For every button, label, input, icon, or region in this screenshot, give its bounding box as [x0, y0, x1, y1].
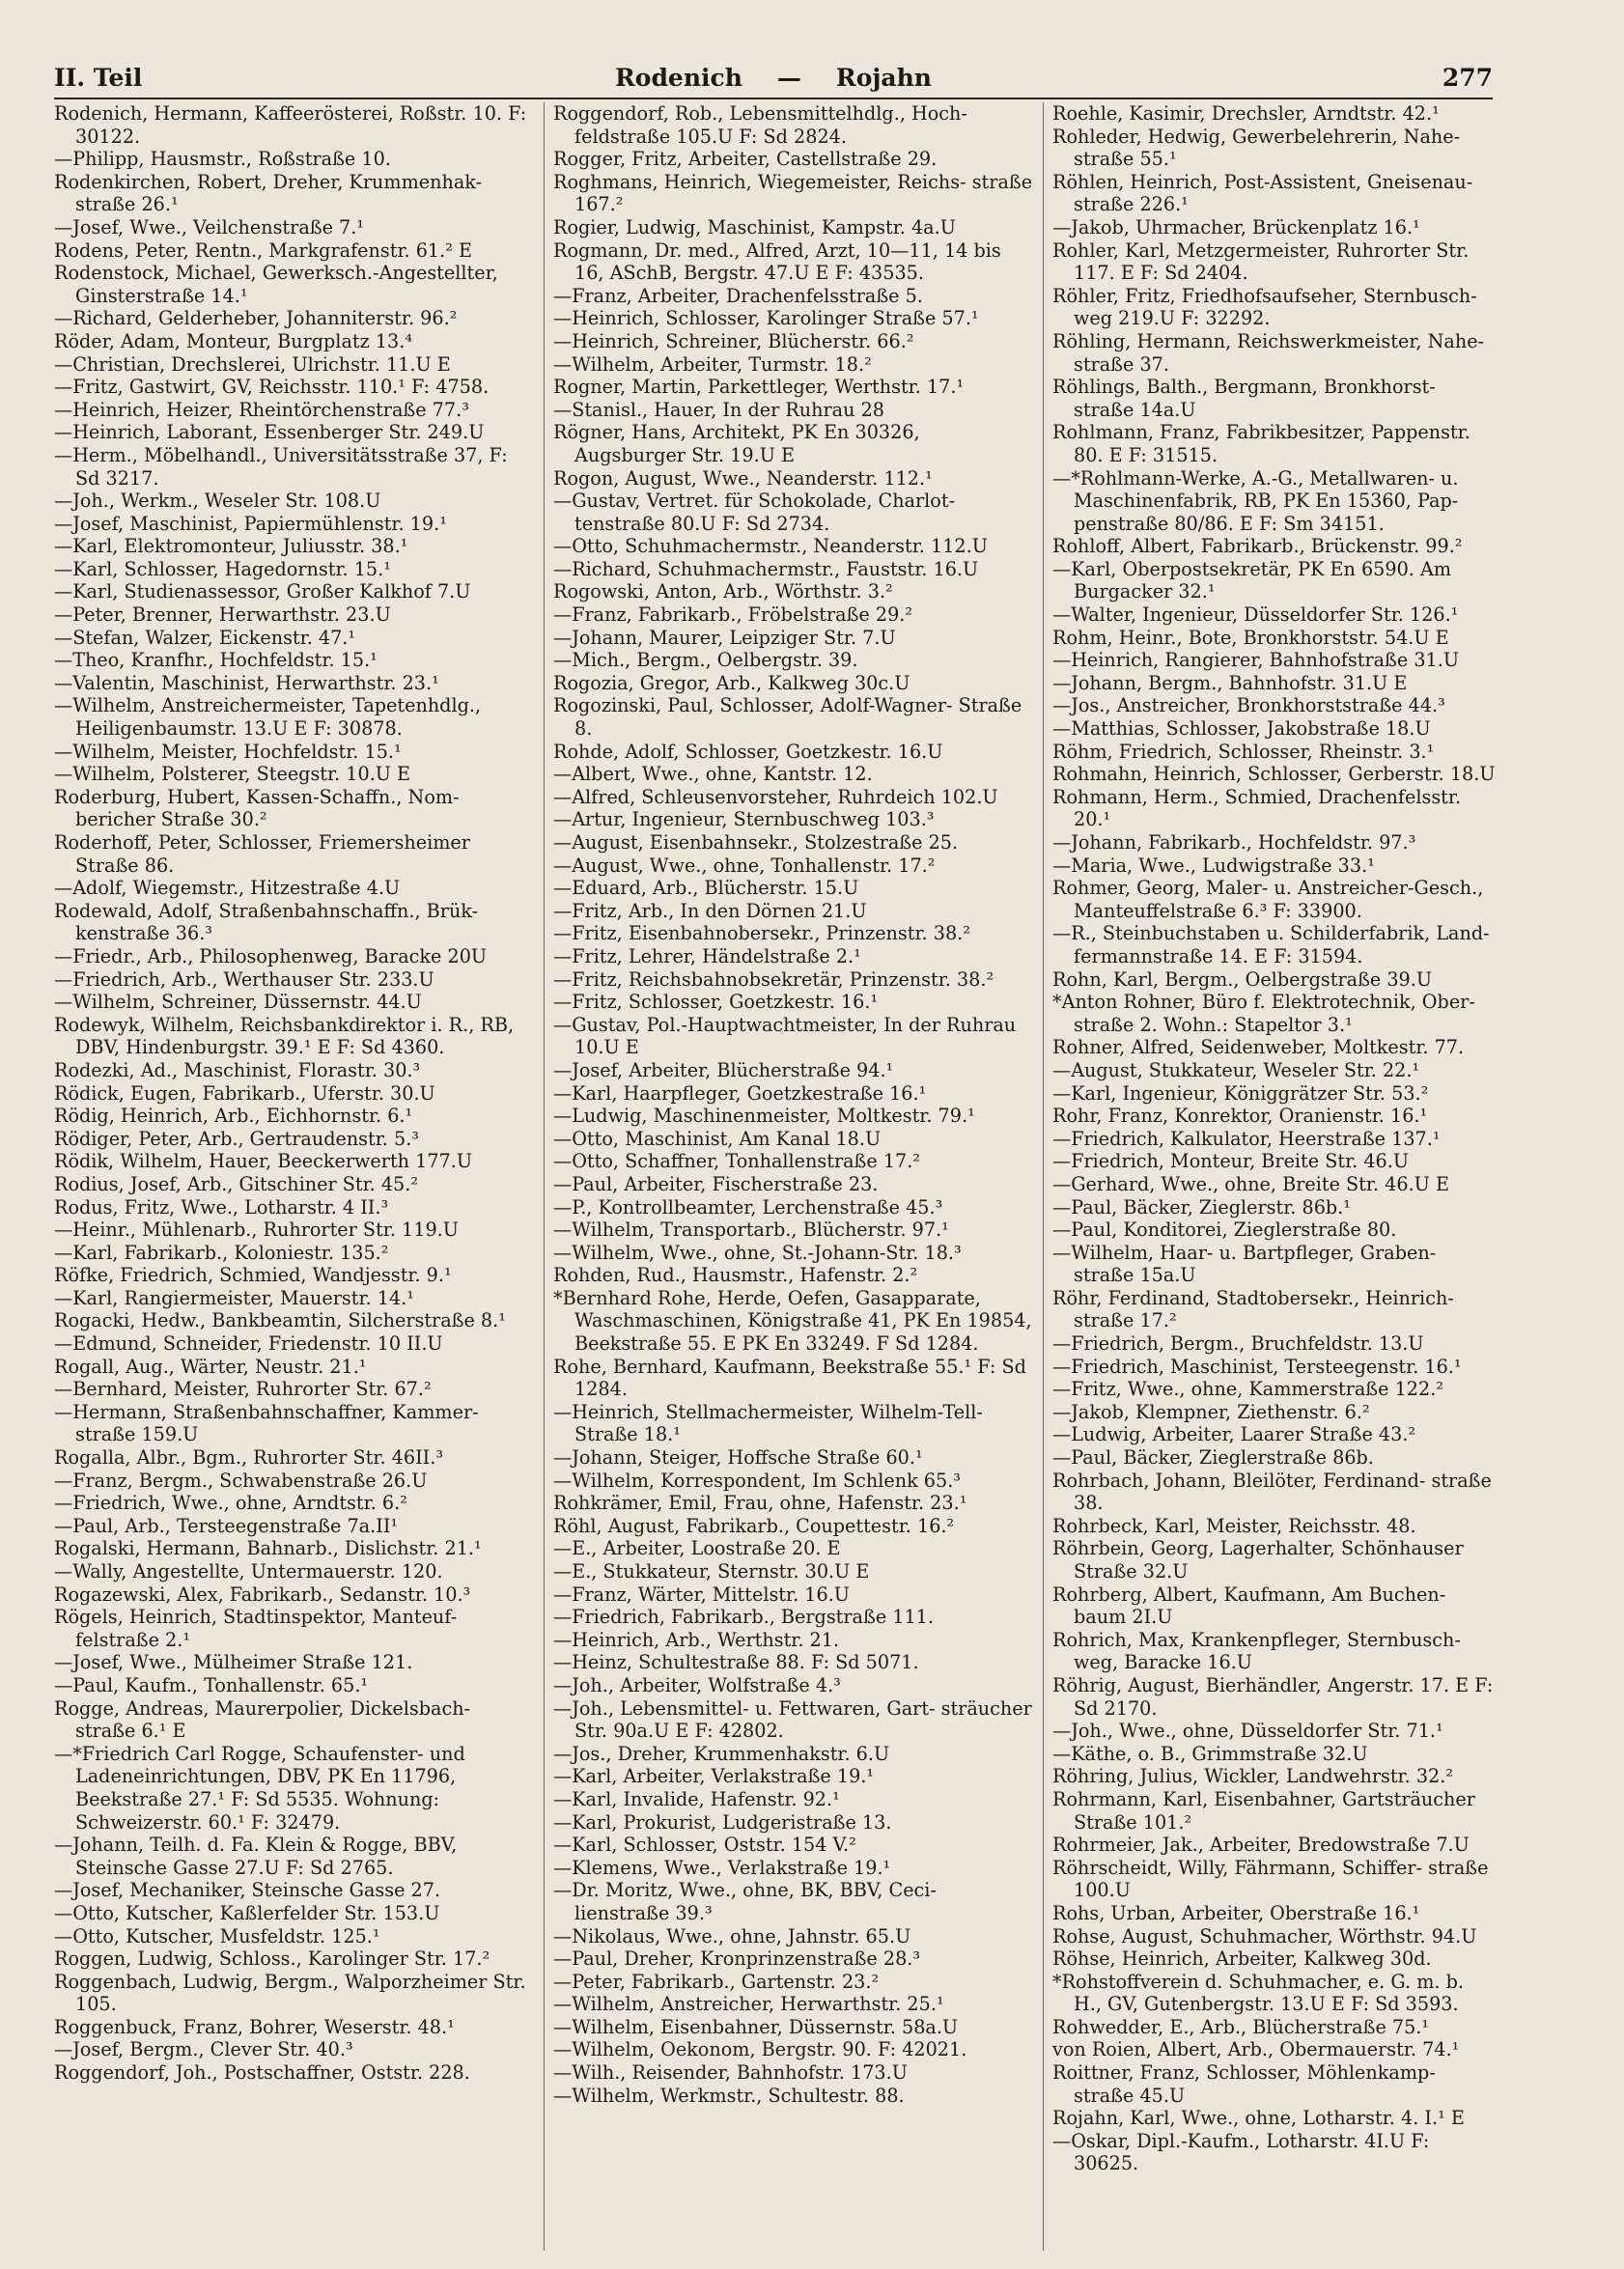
directory-entry: Roggendorf, Rob., Lebensmittelhdlg., Hoch- feldstraße 105.U F: Sd 2824.	[553, 102, 967, 148]
directory-entry: —Wilhelm, Werkmstr., Schultestr. 88.	[553, 2084, 905, 2107]
directory-entry: —Peter, Fabrikarb., Gartenstr. 23.²	[553, 1970, 880, 1993]
directory-entry: —Fritz, Wwe., ohne, Kammerstraße 122.²	[1052, 1378, 1443, 1401]
directory-entry: —Eduard, Arb., Blücherstr. 15.U	[553, 877, 859, 900]
directory-entry: Röhlings, Balth., Bergmann, Bronkhorst- straße 14a.U	[1052, 376, 1436, 421]
name-range	[54, 64, 1493, 92]
directory-entry: —Maria, Wwe., Ludwigstraße 33.¹	[1052, 854, 1375, 877]
range-end: Rojahn	[835, 64, 932, 92]
directory-entry: *Bernhard Rohe, Herde, Oefen, Gasapparate, Waschmaschinen, Königstraße 41, PK En 19854, Beekstraße 55. E PK En 33249. F Sd 1284.	[553, 1286, 1032, 1356]
directory-entry: Rogmann, Dr. med., Alfred, Arzt, 10—11, 14 bis 16, ASchB, Bergstr. 47.U E F: 43535.	[553, 238, 1001, 285]
directory-entry: —Johann, Steiger, Hoffsche Straße 60.¹	[553, 1446, 923, 1470]
directory-entry: Rohrbach, Johann, Bleilöter, Ferdinand- straße 38.	[1052, 1469, 1492, 1515]
directory-entry: Rödik, Wilhelm, Hauer, Beeckerwerth 177.U	[54, 1150, 473, 1173]
directory-entry: —R., Steinbuchstaben u. Schilderfabrik, Land- fermannstraße 14. E F: 31594.	[1052, 922, 1490, 967]
directory-entry: —Friedrich, Kalkulator, Heerstraße 137.¹	[1052, 1127, 1441, 1150]
directory-entry: Rohse, August, Schuhmacher, Wörthstr. 94.U	[1052, 1924, 1477, 1947]
directory-entry: Röhse, Heinrich, Arbeiter, Kalkweg 30d.	[1052, 1947, 1432, 1971]
directory-entry: —Otto, Kutscher, Kaßlerfelder Str. 153.U	[54, 1901, 440, 1924]
directory-entry: Rogge, Andreas, Maurerpolier, Dickelsbach- straße 6.¹ E	[54, 1696, 471, 1743]
directory-entry: —Friedrich, Fabrikarb., Bergstraße 111.	[553, 1606, 934, 1629]
directory-entry: —Wilhelm, Meister, Hochfeldstr. 15.¹	[54, 740, 402, 763]
directory-entry: —Dr. Moritz, Wwe., ohne, BK, BBV, Ceci- lienstraße 39.³	[553, 1879, 937, 1924]
directory-entry: —Johann, Teilh. d. Fa. Klein & Rogge, BBV, Steinsche Gasse 27.U F: Sd 2765.	[54, 1834, 458, 1879]
directory-entry: —Heinrich, Stellmachermeister, Wilhelm-Tell- Straße 18.¹	[553, 1400, 983, 1446]
directory-entry: —Käthe, o. B., Grimmstraße 32.U	[1052, 1742, 1368, 1765]
directory-entry: —Wilhelm, Anstreichermeister, Tapetenhdlg., Heiligenbaumstr. 13.U E F: 30878.	[54, 694, 482, 741]
directory-entry: —Johann, Maurer, Leipziger Str. 7.U	[553, 626, 896, 649]
directory-entry: —Fritz, Arb., In den Dörnen 21.U	[553, 899, 867, 922]
page-number: 277	[1442, 64, 1493, 92]
directory-entry: —Heinrich, Laborant, Essenberger Str. 249.U	[54, 421, 485, 444]
directory-entry: —E., Arbeiter, Loostraße 20. E	[553, 1537, 841, 1560]
directory-entry: Rohmann, Herm., Schmied, Drachenfelsstr. 20.¹	[1052, 785, 1462, 831]
directory-entry: —Klemens, Wwe., Verlakstraße 19.¹	[553, 1856, 891, 1879]
directory-entry: —Otto, Maschinist, Am Kanal 18.U	[553, 1127, 882, 1150]
directory-entry: Rogozia, Gregor, Arb., Kalkweg 30c.U	[553, 671, 910, 694]
directory-entry: —Theo, Kranfhr., Hochfeldstr. 15.¹	[54, 649, 378, 672]
directory-entry: —Karl, Ingenieur, Königgrätzer Str. 53.²	[1052, 1081, 1429, 1105]
directory-entry: Rohde, Adolf, Schlosser, Goetzkestr. 16.U	[553, 740, 943, 763]
directory-entry: —Heinr., Mühlenarb., Ruhrorter Str. 119.U	[54, 1219, 459, 1242]
directory-entry: Rohleder, Hedwig, Gewerbelehrerin, Nahe- straße 55.¹	[1052, 125, 1461, 171]
directory-entry: —Fritz, Lehrer, Händelstraße 2.¹	[553, 944, 861, 967]
part-label: II. Teil	[54, 64, 143, 92]
header-rule	[54, 98, 1493, 99]
directory-entry: Rogger, Fritz, Arbeiter, Castellstraße 29.	[553, 148, 938, 171]
directory-entry: —Josef, Mechaniker, Steinsche Gasse 27.	[54, 1879, 441, 1902]
directory-entry: Röhlen, Heinrich, Post-Assistent, Gneisenau- straße 226.¹	[1052, 170, 1473, 216]
directory-entry: —Otto, Kutscher, Musfeldstr. 125.¹	[54, 1924, 380, 1947]
directory-entry: Rögner, Hans, Architekt, PK En 30326, Augsburger Str. 19.U E	[553, 421, 920, 466]
directory-entry: —Karl, Fabrikarb., Koloniestr. 135.²	[54, 1241, 389, 1264]
directory-entry: —Gustav, Pol.-Hauptwachtmeister, In der Ruhrau 10.U E	[553, 1013, 1017, 1059]
directory-entry: —Gustav, Vertret. für Schokolade, Charlot- tenstraße 80.U F: Sd 2734.	[553, 490, 956, 535]
directory-entry: Rödig, Heinrich, Arb., Eichhornstr. 6.¹	[54, 1105, 413, 1128]
directory-entry: —August, Stukkateur, Weseler Str. 22.¹	[1052, 1058, 1420, 1081]
directory-entry: —Friedrich, Bergm., Bruchfeldstr. 13.U	[1052, 1332, 1424, 1356]
directory-entry: —Fritz, Schlosser, Goetzkestr. 16.¹	[553, 991, 879, 1014]
directory-entry: —Karl, Rangiermeister, Mauerstr. 14.¹	[54, 1286, 414, 1309]
directory-entry: Rogazewski, Alex, Fabrikarb., Sedanstr. 10.³	[54, 1583, 471, 1606]
directory-entry: Roehle, Kasimir, Drechsler, Arndtstr. 42.¹	[1052, 102, 1440, 125]
directory-entry: —Joh., Werkm., Weseler Str. 108.U	[54, 490, 381, 513]
directory-entry: —Edmund, Schneider, Friedenstr. 10 II.U	[54, 1332, 443, 1356]
directory-entry: —Friedrich, Arb., Werthauser Str. 233.U	[54, 967, 434, 991]
directory-entry: Rohrmeier, Jak., Arbeiter, Bredowstraße 7.U	[1052, 1834, 1470, 1857]
directory-entry: Roggenbuck, Franz, Bohrer, Weserstr. 48.¹	[54, 2015, 455, 2038]
directory-entry: Rodewyk, Wilhelm, Reichsbankdirektor i. R., RB, DBV, Hindenburgstr. 39.¹ E F: Sd 4360.	[54, 1013, 515, 1059]
directory-entry: Rodens, Peter, Rentn., Markgrafenstr. 61.² E	[54, 238, 473, 262]
directory-entry: —Karl, Oberpostsekretär, PK En 6590. Am Burgacker 32.¹	[1052, 557, 1452, 603]
directory-entry: —Jos., Anstreicher, Bronkhorststraße 44.³	[1052, 694, 1445, 717]
directory-entry: —Bernhard, Meister, Ruhrorter Str. 67.²	[54, 1378, 432, 1401]
directory-entry: Rohn, Karl, Bergm., Oelbergstraße 39.U	[1052, 967, 1433, 991]
directory-entry: Rodezki, Ad., Maschinist, Florastr. 30.³	[54, 1058, 421, 1081]
directory-entry: —Wilhelm, Schreiner, Düssernstr. 44.U	[54, 991, 422, 1014]
directory-entry: Rogozinski, Paul, Schlosser, Adolf-Wagner- Straße 8.	[553, 694, 1022, 741]
column-1	[54, 102, 535, 2251]
directory-entry: —Karl, Schlosser, Hagedornstr. 15.¹	[54, 557, 391, 580]
directory-entry: —Fritz, Eisenbahnobersekr., Prinzenstr. 38.²	[553, 922, 970, 945]
directory-entry: —*Friedrich Carl Rogge, Schaufenster- und Ladeneinrichtungen, DBV, PK En 11796, Beekstraße 27.¹ F: Sd 5535. Wohnung: Schweizerstr. 60.¹ F: 32479.	[54, 1742, 465, 1834]
range-dash: —	[776, 64, 801, 92]
directory-entry: —Heinrich, Heizer, Rheintörchenstraße 77.³	[54, 398, 469, 421]
directory-entry: —P., Kontrollbeamter, Lerchenstraße 45.³	[553, 1195, 943, 1219]
directory-entry: Rodenstock, Michael, Gewerksch.-Angestellter, Ginsterstraße 14.¹	[54, 262, 498, 307]
directory-entry: *Rohstoffverein d. Schuhmacher, e. G. m. b. H., GV, Gutenbergstr. 13.U E F: Sd 3593.	[1052, 1970, 1464, 2016]
directory-entry: —Valentin, Maschinist, Herwarthstr. 23.¹	[54, 671, 439, 694]
directory-entry: —Karl, Haarpfleger, Goetzkestraße 16.¹	[553, 1081, 927, 1105]
directory-entry: —Walter, Ingenieur, Düsseldorfer Str. 126.¹	[1052, 603, 1459, 627]
directory-entry: —Wilhelm, Oekonom, Bergstr. 90. F: 42021.	[553, 2038, 967, 2061]
directory-entry: Rohkrämer, Emil, Frau, ohne, Hafenstr. 23.¹	[553, 1492, 967, 1515]
directory-entry: —Josef, Bergm., Clever Str. 40.³	[54, 2038, 353, 2061]
directory-entry: Rodenkirchen, Robert, Dreher, Krummenhak- straße 26.¹	[54, 170, 483, 216]
directory-entry: Rogon, August, Wwe., Neanderstr. 112.¹	[553, 466, 933, 490]
directory-entry: —Wilhelm, Transportarb., Blücherstr. 97.¹	[553, 1219, 949, 1242]
directory-entry: —Adolf, Wiegemstr., Hitzestraße 4.U	[54, 877, 401, 900]
directory-entry: —Gerhard, Wwe., ohne, Breite Str. 46.U E	[1052, 1172, 1449, 1195]
directory-entry: Roderhoff, Peter, Schlosser, Friemersheimer Straße 86.	[54, 831, 470, 877]
directory-entry: —Paul, Dreher, Kronprinzenstraße 28.³	[553, 1947, 921, 1971]
directory-entry: —Karl, Elektromonteur, Juliusstr. 38.¹	[54, 535, 408, 558]
directory-entry: —Peter, Brenner, Herwarthstr. 23.U	[54, 603, 391, 627]
directory-entry: Rodenich, Hermann, Kaffeerösterei, Roßstr. 10. F: 30122.	[54, 102, 527, 148]
directory-entry: Rohmer, Georg, Maler- u. Anstreicher-Gesch., Manteuffelstraße 6.³ F: 33900.	[1052, 877, 1484, 922]
directory-entry: Roghmans, Heinrich, Wiegemeister, Reichs- straße 167.²	[553, 170, 1033, 216]
directory-entry: Rödick, Eugen, Fabrikarb., Uferstr. 30.U	[54, 1081, 435, 1105]
directory-entry: Rogier, Ludwig, Maschinist, Kampstr. 4a.U	[553, 215, 956, 238]
directory-entry: Rohwedder, E., Arb., Blücherstraße 75.¹	[1052, 2015, 1430, 2038]
directory-entry: —Paul, Arbeiter, Fischerstraße 23.	[553, 1172, 879, 1195]
page-header	[54, 60, 1493, 98]
directory-entry: —Richard, Schuhmachermstr., Fauststr. 16.U	[553, 557, 979, 580]
directory-entry: Rohm, Heinr., Bote, Bronkhorststr. 54.U E	[1052, 626, 1449, 649]
directory-entry: —Friedrich, Monteur, Breite Str. 46.U	[1052, 1150, 1410, 1173]
directory-entry: —Heinrich, Arb., Werthstr. 21.	[553, 1628, 840, 1651]
directory-entry: Rodewald, Adolf, Straßenbahnschaffn., Brük- kenstraße 36.³	[54, 899, 479, 945]
directory-entry: —Karl, Prokurist, Ludgeristraße 13.	[553, 1810, 892, 1834]
directory-entry: Röhr, Ferdinand, Stadtobersekr., Heinrich- straße 17.²	[1052, 1286, 1454, 1332]
directory-entry: —Friedr., Arb., Philosophenweg, Baracke 20U	[54, 944, 488, 967]
directory-entry: —Paul, Kaufm., Tonhallenstr. 65.¹	[54, 1673, 369, 1696]
directory-entry: —Wilhelm, Haar- u. Bartpfleger, Graben- straße 15a.U	[1052, 1241, 1437, 1287]
directory-entry: —Josef, Wwe., Veilchenstraße 7.¹	[54, 215, 365, 238]
directory-entry: Rohrbeck, Karl, Meister, Reichsstr. 48.	[1052, 1514, 1416, 1537]
directory-entry: Röhrig, August, Bierhändler, Angerstr. 17. E F: Sd 2170.	[1052, 1673, 1494, 1720]
directory-entry: —Karl, Studienassessor, Großer Kalkhof 7.U	[54, 580, 471, 603]
directory-entry: Röhring, Julius, Wickler, Landwehrstr. 32.²	[1052, 1765, 1454, 1788]
directory-entry: —Wilhelm, Arbeiter, Turmstr. 18.²	[553, 352, 872, 376]
directory-entry: —Herm., Möbelhandl., Universitätsstraße 37, F: Sd 3217.	[54, 443, 508, 490]
directory-entry: —Franz, Fabrikarb., Fröbelstraße 29.²	[553, 603, 913, 627]
directory-entry: Rodus, Fritz, Wwe., Lotharstr. 4 II.³	[54, 1195, 389, 1219]
column-divider	[1043, 102, 1044, 2251]
directory-entry: —Friedrich, Wwe., ohne, Arndtstr. 6.²	[54, 1492, 407, 1515]
directory-entry: Röhrbein, Georg, Lagerhalter, Schönhauser Straße 32.U	[1052, 1537, 1464, 1583]
directory-entry: —Richard, Gelderheber, Johanniterstr. 96.²	[54, 307, 458, 330]
directory-entry: —Wilh., Reisender, Bahnhofstr. 173.U	[553, 2061, 908, 2085]
directory-entry: Rohr, Franz, Konrektor, Oranienstr. 16.¹	[1052, 1105, 1428, 1128]
directory-entry: —Philipp, Hausmstr., Roßstraße 10.	[54, 148, 391, 171]
directory-entry: —August, Wwe., ohne, Tonhallenstr. 17.²	[553, 854, 936, 877]
directory-entry: —Otto, Schuhmachermstr., Neanderstr. 112.U	[553, 535, 988, 558]
directory-entry: —Mich., Bergm., Oelbergstr. 39.	[553, 649, 858, 672]
directory-entry: von Roien, Albert, Arb., Obermauerstr. 74.¹	[1052, 2038, 1460, 2061]
directory-entry: —Alfred, Schleusenvorsteher, Ruhrdeich 102.U	[553, 785, 998, 808]
directory-entry: Rögels, Heinrich, Stadtinspektor, Manteuf- felstraße 2.¹	[54, 1606, 458, 1651]
directory-entry: —Jos., Dreher, Krummenhakstr. 6.U	[553, 1742, 890, 1765]
directory-entry: Rojahn, Karl, Wwe., ohne, Lotharstr. 4. I.¹ E	[1052, 2107, 1465, 2130]
directory-entry: —Stefan, Walzer, Eickenstr. 47.¹	[54, 626, 356, 649]
directory-entry: Röfke, Friedrich, Schmied, Wandjesstr. 9.¹	[54, 1264, 452, 1287]
directory-entry: Roggendorf, Joh., Postschaffner, Oststr. 228.	[54, 2061, 470, 2085]
column-2	[553, 102, 1034, 2251]
directory-entry: —Paul, Konditorei, Zieglerstraße 80.	[1052, 1219, 1397, 1242]
directory-entry: —Paul, Arb., Tersteegenstraße 7a.II¹	[54, 1514, 399, 1537]
directory-entry: Röhl, August, Fabrikarb., Coupettestr. 16.²	[553, 1514, 955, 1537]
directory-entry: —Franz, Bergm., Schwabenstraße 26.U	[54, 1469, 428, 1492]
directory-entry: —Otto, Schaffner, Tonhallenstraße 17.²	[553, 1150, 921, 1173]
directory-entry: —Karl, Arbeiter, Verlakstraße 19.¹	[553, 1765, 875, 1788]
directory-entry: —Fritz, Gastwirt, GV, Reichsstr. 110.¹ F: 4758.	[54, 376, 490, 399]
directory-entry: *Anton Rohner, Büro f. Elektrotechnik, Ober- straße 2. Wohn.: Stapeltor 3.¹	[1052, 991, 1475, 1036]
directory-entry: —Fritz, Reichsbahnobsekretär, Prinzenstr. 38.²	[553, 967, 994, 991]
directory-entry: —August, Eisenbahnsekr., Stolzestraße 25.	[553, 831, 959, 854]
directory-entry: Rohe, Bernhard, Kaufmann, Beekstraße 55.¹ F: Sd 1284.	[553, 1355, 1026, 1401]
directory-entry: Rohrberg, Albert, Kaufmann, Am Buchen- baum 2I.U	[1052, 1583, 1446, 1629]
directory-entry: Rogowski, Anton, Arb., Wörthstr. 3.²	[553, 580, 893, 603]
directory-entry: —Josef, Arbeiter, Blücherstraße 94.¹	[553, 1058, 894, 1081]
directory-entry: —Joh., Lebensmittel- u. Fettwaren, Gart- sträucher Str. 90a.U E F: 42802.	[553, 1696, 1032, 1743]
directory-entry: —Nikolaus, Wwe., ohne, Jahnstr. 65.U	[553, 1924, 911, 1947]
directory-entry: —E., Stukkateur, Sternstr. 30.U E	[553, 1560, 870, 1583]
directory-entry: —Wilhelm, Eisenbahner, Düssernstr. 58a.U	[553, 2015, 959, 2038]
directory-entry: —Johann, Fabrikarb., Hochfeldstr. 97.³	[1052, 831, 1416, 854]
directory-entry: —Joh., Wwe., ohne, Düsseldorfer Str. 71.¹	[1052, 1720, 1443, 1743]
directory-entry: Roggenbach, Ludwig, Bergm., Walporzheimer Str. 105.	[54, 1970, 526, 2016]
directory-entry: Rohlmann, Franz, Fabrikbesitzer, Pappenstr. 80. E F: 31515.	[1052, 421, 1470, 466]
directory-entry: —Wilhelm, Wwe., ohne, St.-Johann-Str. 18.³	[553, 1241, 962, 1264]
directory-entry: —Paul, Bäcker, Zieglerstr. 86b.¹	[1052, 1195, 1351, 1219]
directory-entry: Rodius, Josef, Arb., Gitschiner Str. 45.²	[54, 1172, 419, 1195]
directory-entry: —Josef, Wwe., Mülheimer Straße 121.	[54, 1651, 413, 1674]
directory-entry: Rogacki, Hedw., Bankbeamtin, Silcherstraße 8.¹	[54, 1309, 506, 1332]
directory-entry: Röhm, Friedrich, Schlosser, Rheinstr. 3.¹	[1052, 740, 1435, 763]
directory-entry: Roittner, Franz, Schlosser, Möhlenkamp- straße 45.U	[1052, 2061, 1436, 2107]
directory-entry: —Wally, Angestellte, Untermauerstr. 120.	[54, 1560, 443, 1583]
directory-entry: Rödiger, Peter, Arb., Gertraudenstr. 5.³	[54, 1127, 420, 1150]
directory-entry: —Wilhelm, Anstreicher, Herwarthstr. 25.¹	[553, 1993, 944, 2016]
column-divider	[544, 102, 545, 2251]
directory-entry: —Artur, Ingenieur, Sternbuschweg 103.³	[553, 808, 935, 831]
directory-entry: —Ludwig, Maschinenmeister, Moltkestr. 79.¹	[553, 1105, 975, 1128]
directory-entry: —Joh., Arbeiter, Wolfstraße 4.³	[553, 1673, 841, 1696]
directory-entry: —Johann, Bergm., Bahnhofstr. 31.U E	[1052, 671, 1408, 694]
directory-entry: —Karl, Schlosser, Oststr. 154 V.²	[553, 1834, 856, 1857]
column-3	[1052, 102, 1497, 2251]
directory-entry: Rohden, Rud., Hausmstr., Hafenstr. 2.²	[553, 1264, 918, 1287]
directory-entry: —Ludwig, Arbeiter, Laarer Straße 43.²	[1052, 1423, 1416, 1446]
directory-entry: —Matthias, Schlosser, Jakobstraße 18.U	[1052, 717, 1431, 741]
directory-entry: —Heinrich, Schreiner, Blücherstr. 66.²	[553, 329, 914, 352]
range-start: Rodenich	[615, 64, 742, 92]
directory-entry: —Stanisl., Hauer, In der Ruhrau 28	[553, 398, 884, 421]
directory-entry: Rohrich, Max, Krankenpfleger, Sternbusch- weg, Baracke 16.U	[1052, 1628, 1461, 1674]
directory-entry: —Oskar, Dipl.-Kaufm., Lotharstr. 4I.U F: 30625.	[1052, 2129, 1430, 2175]
directory-entry: Rogalla, Albr., Bgm., Ruhrorter Str. 46II.³	[54, 1446, 444, 1470]
directory-entry: Rogalski, Hermann, Bahnarb., Dislichstr. 21.¹	[54, 1537, 482, 1560]
directory-entry: —Christian, Drechslerei, Ulrichstr. 11.U E	[54, 352, 451, 376]
directory-entry: Röhrscheidt, Willy, Fährmann, Schiffer- straße 100.U	[1052, 1856, 1489, 1902]
directory-entry: —Jakob, Klempner, Ziethenstr. 6.²	[1052, 1400, 1370, 1423]
directory-entry: Rogall, Aug., Wärter, Neustr. 21.¹	[54, 1355, 367, 1378]
directory-entry: Rohrmann, Karl, Eisenbahner, Gartsträucher Straße 101.²	[1052, 1787, 1475, 1834]
directory-entry: —Josef, Maschinist, Papiermühlenstr. 19.¹	[54, 512, 447, 535]
directory-entry: Röder, Adam, Monteur, Burgplatz 13.⁴	[54, 329, 413, 352]
directory-entry: Rohs, Urban, Arbeiter, Oberstraße 16.¹	[1052, 1901, 1420, 1924]
directory-entry: —*Rohlmann-Werke, A.-G., Metallwaren- u. Maschinenfabrik, RB, PK En 15360, Pap- penstraße 80/86. E F: Sm 34151.	[1052, 466, 1459, 535]
directory-entry: —Friedrich, Maschinist, Tersteegenstr. 16.¹	[1052, 1355, 1462, 1378]
directory-entry: Rogner, Martin, Parkettleger, Werthstr. 17.¹	[553, 376, 965, 399]
directory-entry: —Albert, Wwe., ohne, Kantstr. 12.	[553, 763, 873, 786]
directory-entry: —Jakob, Uhrmacher, Brückenplatz 16.¹	[1052, 215, 1420, 238]
directory-entry: —Franz, Arbeiter, Drachenfelsstraße 5.	[553, 284, 923, 307]
directory-entry: —Heinz, Schultestraße 88. F: Sd 5071.	[553, 1651, 919, 1674]
directory-entry: Rohloff, Albert, Fabrikarb., Brückenstr. 99.²	[1052, 535, 1463, 558]
directory-entry: —Heinrich, Schlosser, Karolinger Straße 57.¹	[553, 307, 979, 330]
directory-entry: —Paul, Bäcker, Zieglerstraße 86b.	[1052, 1446, 1374, 1470]
directory-entry: —Franz, Wärter, Mittelstr. 16.U	[553, 1583, 850, 1606]
directory-entry: Roggen, Ludwig, Schloss., Karolinger Str. 17.²	[54, 1947, 490, 1971]
directory-entry: Rohler, Karl, Metzgermeister, Ruhrorter Str. 117. E F: Sd 2404.	[1052, 238, 1470, 285]
directory-entry: Roderburg, Hubert, Kassen-Schaffn., Nom- bericher Straße 30.²	[54, 785, 460, 831]
directory-entry: —Hermann, Straßenbahnschaffner, Kammer- straße 159.U	[54, 1400, 479, 1446]
directory-entry: —Wilhelm, Polsterer, Steegstr. 10.U E	[54, 763, 411, 786]
directory-entry: Rohner, Alfred, Seidenweber, Moltkestr. 77.	[1052, 1036, 1465, 1059]
directory-entry: —Wilhelm, Korrespondent, Im Schlenk 65.³	[553, 1469, 962, 1492]
directory-entry: —Karl, Invalide, Hafenstr. 92.¹	[553, 1787, 840, 1810]
directory-entry: Rohmahn, Heinrich, Schlosser, Gerberstr. 18.U	[1052, 763, 1496, 786]
directory-entry: Röhler, Fritz, Friedhofsaufseher, Sternbusch- weg 219.U F: 32292.	[1052, 284, 1477, 330]
directory-entry: —Heinrich, Rangierer, Bahnhofstraße 31.U	[1052, 649, 1460, 672]
directory-entry: Röhling, Hermann, Reichswerkmeister, Nahe- straße 37.	[1052, 329, 1485, 376]
